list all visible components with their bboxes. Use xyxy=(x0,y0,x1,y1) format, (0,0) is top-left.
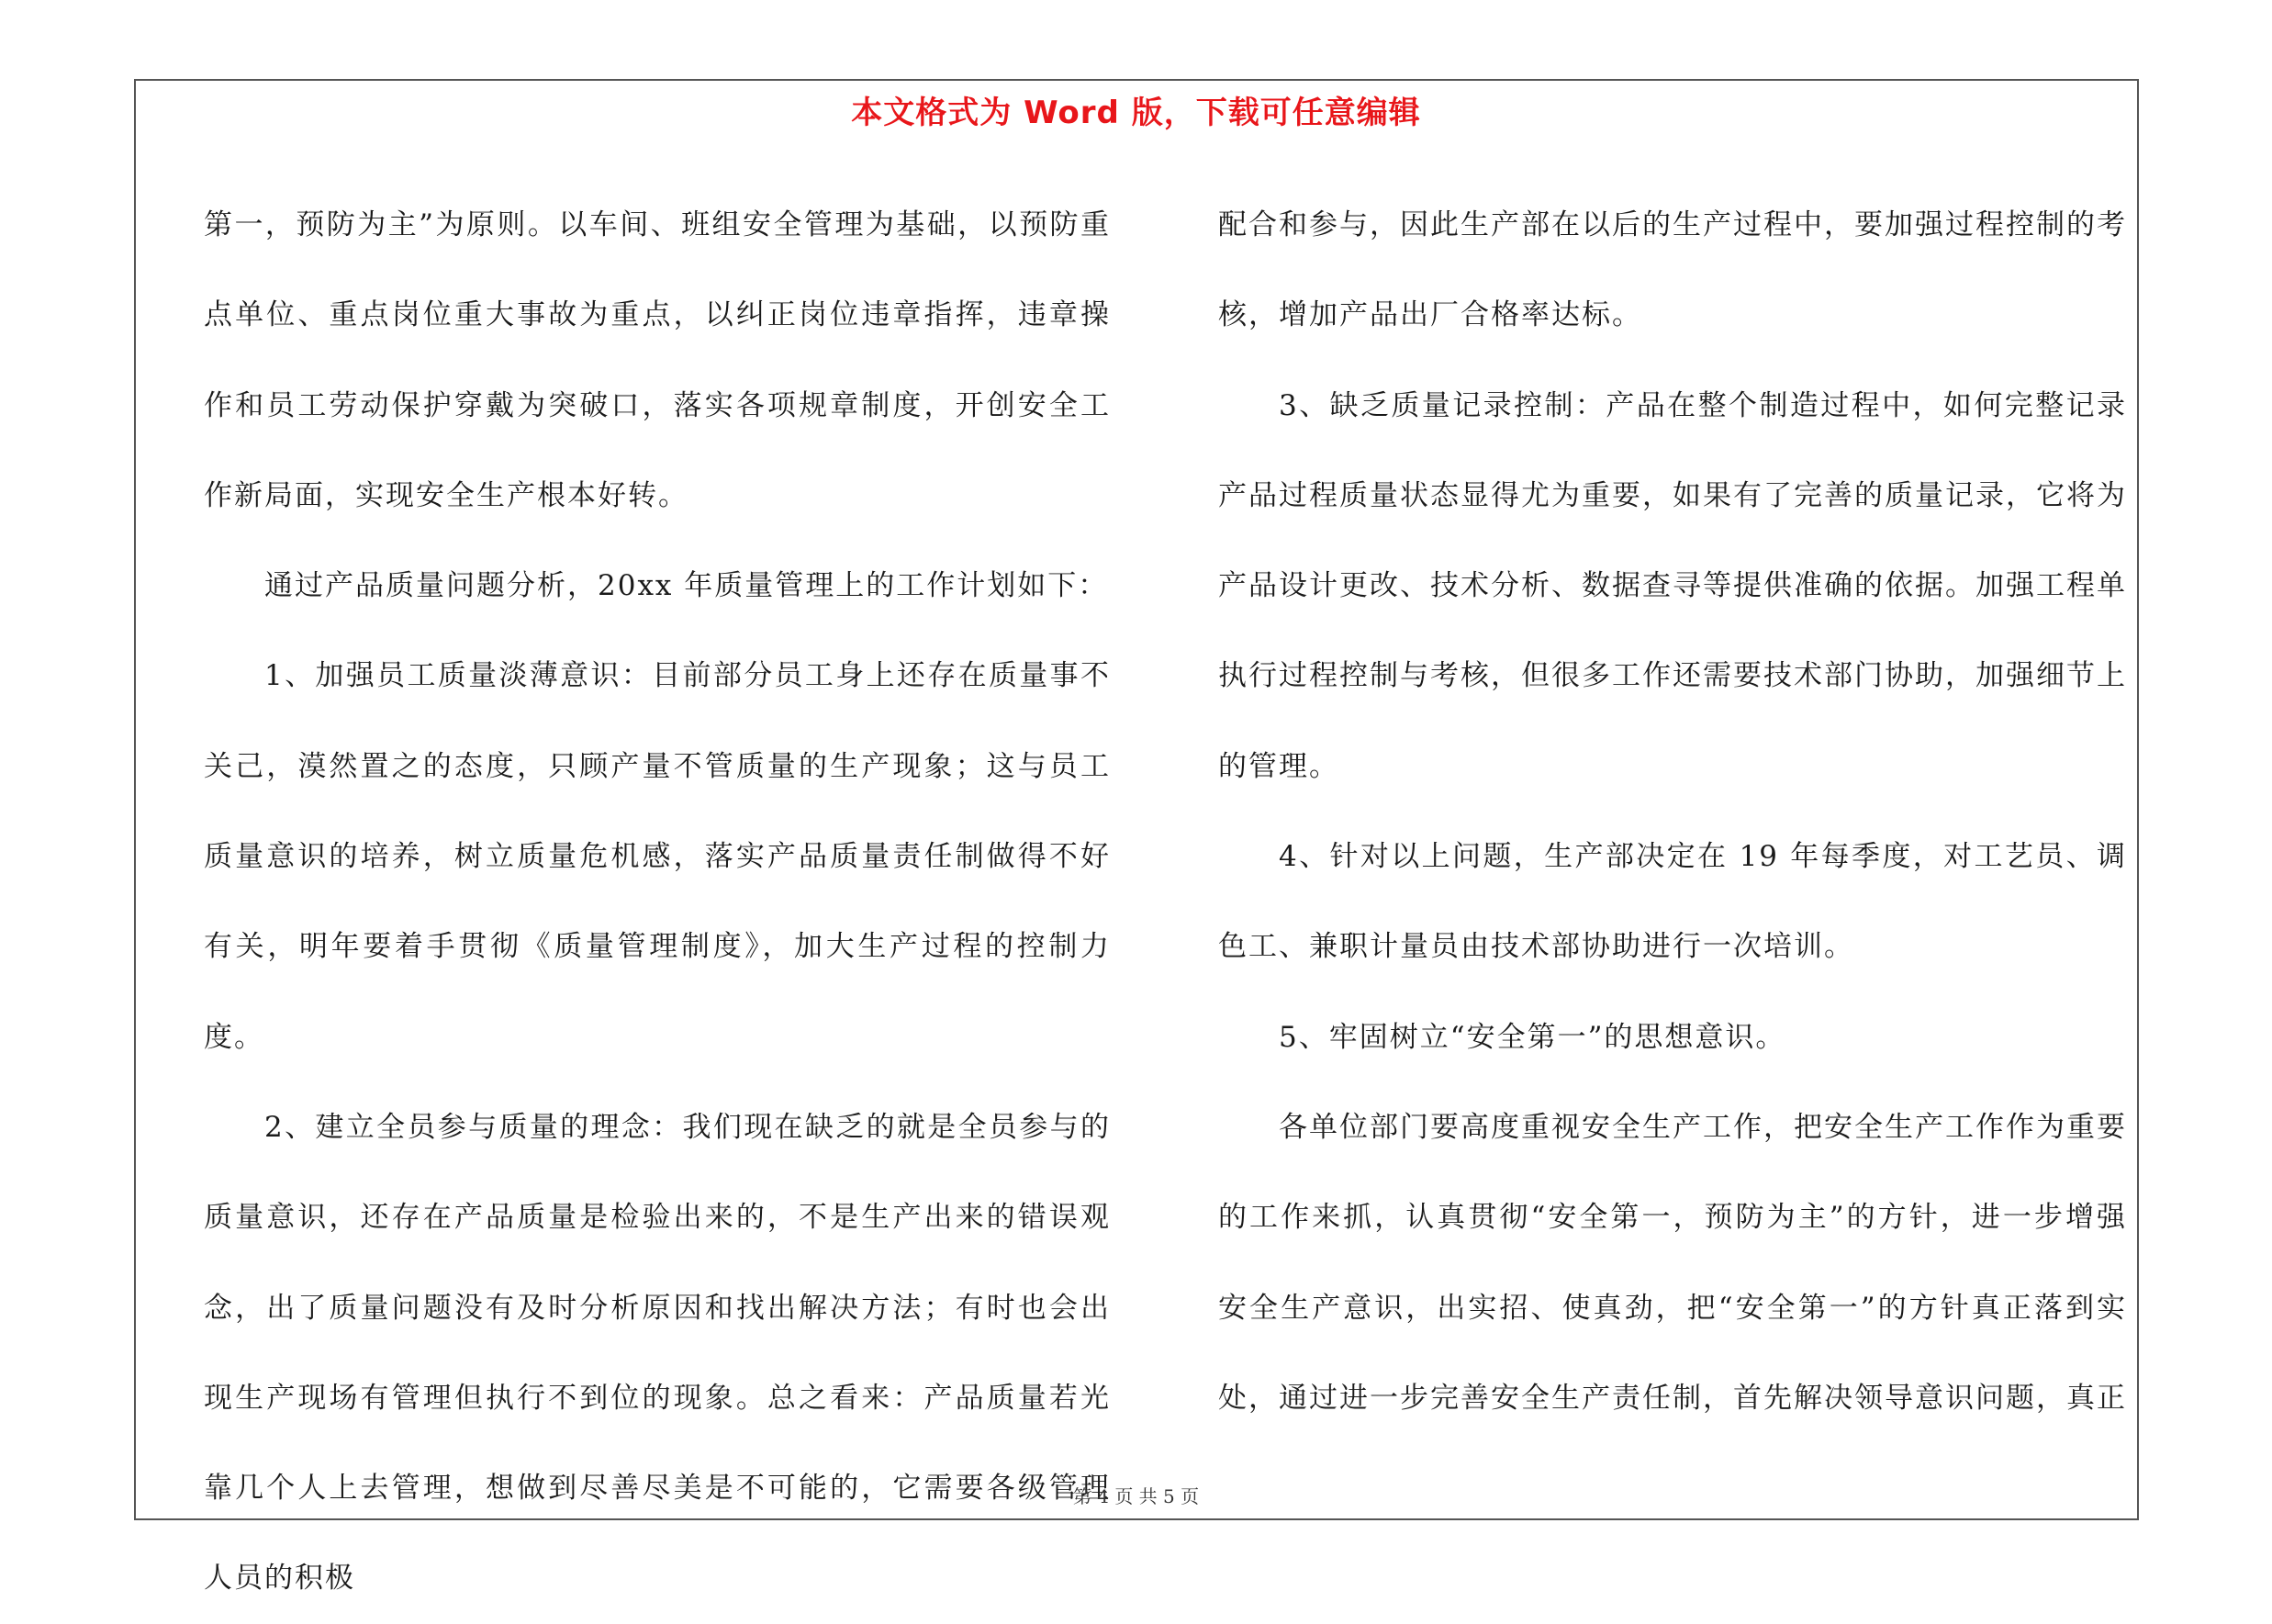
left-column xyxy=(204,180,1111,1624)
paragraph: 1、加强员工质量淡薄意识：目前部分员工身上还存在质量事不关己，漠然置之的态度，只顾产量不管质量的生产现象；这与员工质量意识的培养，树立质量危机感，落实产品质量责任制做得不好有关，明年要着手贯彻《质量管理制度》，加大生产过程的控制力度。 xyxy=(204,659,1111,1054)
format-notice: 本文格式为 Word 版，下载可任意编辑 xyxy=(851,95,1421,131)
paragraph: 各单位部门要高度重视安全生产工作，把安全生产工作作为重要的工作来抓，认真贯彻“安全第一，预防为主”的方针，进一步增强安全生产意识，出实招、使真劲，把“安全第一”的方针真正落到实处，通过进一步完善安全生产责任制，首先解决领导意识问题，真正 xyxy=(1218,1110,2127,1415)
paragraph: 3、缺乏质量记录控制：产品在整个制造过程中，如何完整记录产品过程质量状态显得尤为重要，如果有了完善的质量记录，它将为产品设计更改、技术分析、数据查寻等提供准确的依据。加强工程单执行过程控制与考核，但很多工作还需要技术部门协助，加强细节上的管理。 xyxy=(1218,388,2127,783)
paragraph: 配合和参与，因此生产部在以后的生产过程中，要加强过程控制的考核，增加产品出厂合格率达标。 xyxy=(1218,208,2127,332)
page-number: 第 4 页 共 5 页 xyxy=(1072,1485,1200,1507)
paragraph: 第一，预防为主”为原则。以车间、班组安全管理为基础，以预防重点单位、重点岗位重大事故为重点，以纠正岗位违章指挥，违章操作和员工劳动保护穿戴为突破口，落实各项规章制度，开创安全工作新局面，实现安全生产根本好转。 xyxy=(204,208,1111,512)
paragraph: 2、建立全员参与质量的理念：我们现在缺乏的就是全员参与的质量意识，还存在产品质量是检验出来的，不是生产出来的错误观念，出了质量问题没有及时分析原因和找出解决方法；有时也会出现生产现场有管理但执行不到位的现象。总之看来：产品质量若光靠几个人上去管理，想做到尽善尽美是不可能的，它需要各级管理人员的积极 xyxy=(204,1110,1111,1596)
right-column xyxy=(1218,180,2127,1443)
paragraph: 5、牢固树立“安全第一”的思想意识。 xyxy=(1279,1020,1786,1054)
paragraph: 通过产品质量问题分析，20xx 年质量管理上的工作计划如下： xyxy=(264,569,1109,603)
paragraph: 4、针对以上问题，生产部决定在 19 年每季度，对工艺员、调色工、兼职计量员由技术部协助进行一次培训。 xyxy=(1218,840,2127,964)
